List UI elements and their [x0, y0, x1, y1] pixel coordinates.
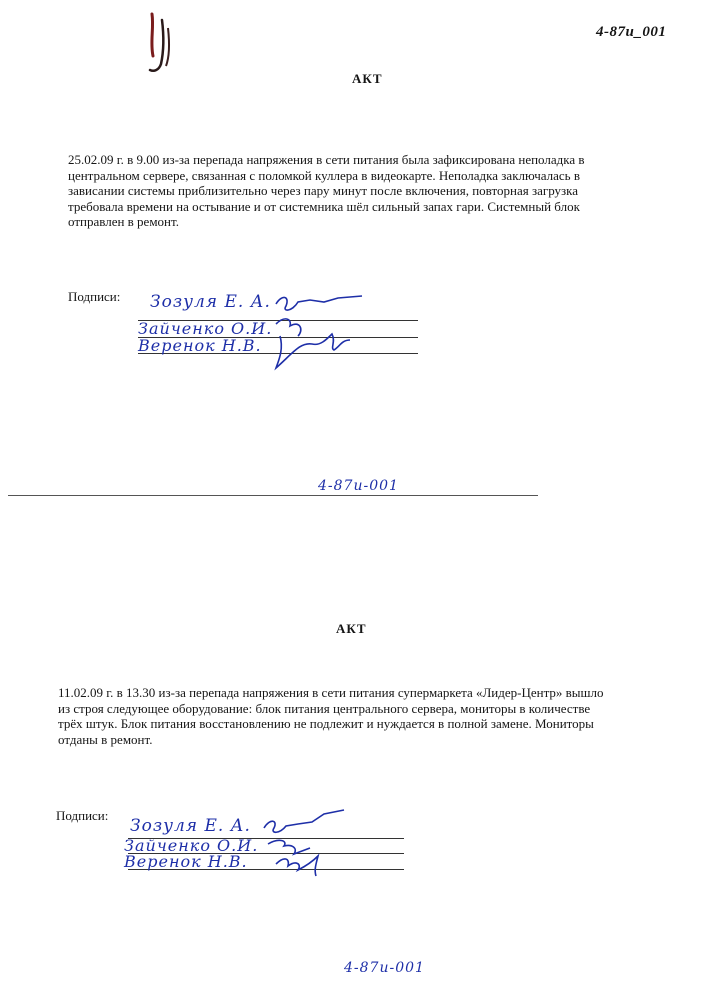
act2-signatures-label: Подписи: — [56, 808, 109, 823]
act1-signature-name: Зайченко О.И. — [138, 319, 273, 338]
act1-line: отправлен в ремонт. — [68, 214, 179, 229]
act1-handwritten-code: 4-87и-001 — [318, 478, 399, 494]
section-divider — [8, 495, 538, 496]
act1-signatures-label: Подписи: — [68, 289, 121, 304]
act2-line: трёх штук. Блок питания восстановлению не подлежит и нуждается в полной замене. Мониторы — [58, 716, 594, 731]
act1-body — [68, 152, 628, 230]
act2-line: отданы в ремонт. — [58, 731, 153, 747]
act2-signature-name: Веренок Н.В. — [124, 852, 248, 871]
act2-signature-name: Зозуля Е. А. — [130, 816, 251, 836]
act1-line: требовала времени на остывание и от системника шёл сильный запах гари. Системный блок — [68, 198, 580, 214]
margin-mark-icon — [140, 6, 190, 76]
act2-line: из строя следующее оборудование: блок питания центрального сервера, мониторы в количестве — [58, 700, 591, 716]
act1-line: центральном сервере, связанная с поломкой куллера в видеокарте. Неполадка заключалась в — [68, 167, 580, 183]
act2-title: АКТ — [336, 621, 367, 636]
signature-scribble-icon — [270, 290, 370, 380]
act1-title: АКТ — [352, 71, 383, 86]
act2-line: 11.02.09 г. в 13.30 из-за перепада напряжения в сети питания супермаркета «Лидер-Центр» вышло — [58, 685, 604, 700]
act2-body — [58, 685, 658, 747]
signature-scribble-icon — [258, 808, 358, 888]
document-code: 4-87и_001 — [596, 24, 667, 40]
act1-line: зависании системы приблизительно через пару минут после включения, повторная загрузка — [68, 183, 579, 198]
act1-line: 25.02.09 г. в 9.00 из-за перепада напряжения в сети питания была зафиксирована неполадка в — [68, 152, 585, 167]
act2-handwritten-code: 4-87и-001 — [344, 960, 425, 976]
act1-signature-name: Веренок Н.В. — [138, 336, 262, 355]
act1-signature-name: Зозуля Е. А. — [150, 292, 271, 312]
act2-signature-name: Зайченко О.И. — [124, 836, 259, 855]
